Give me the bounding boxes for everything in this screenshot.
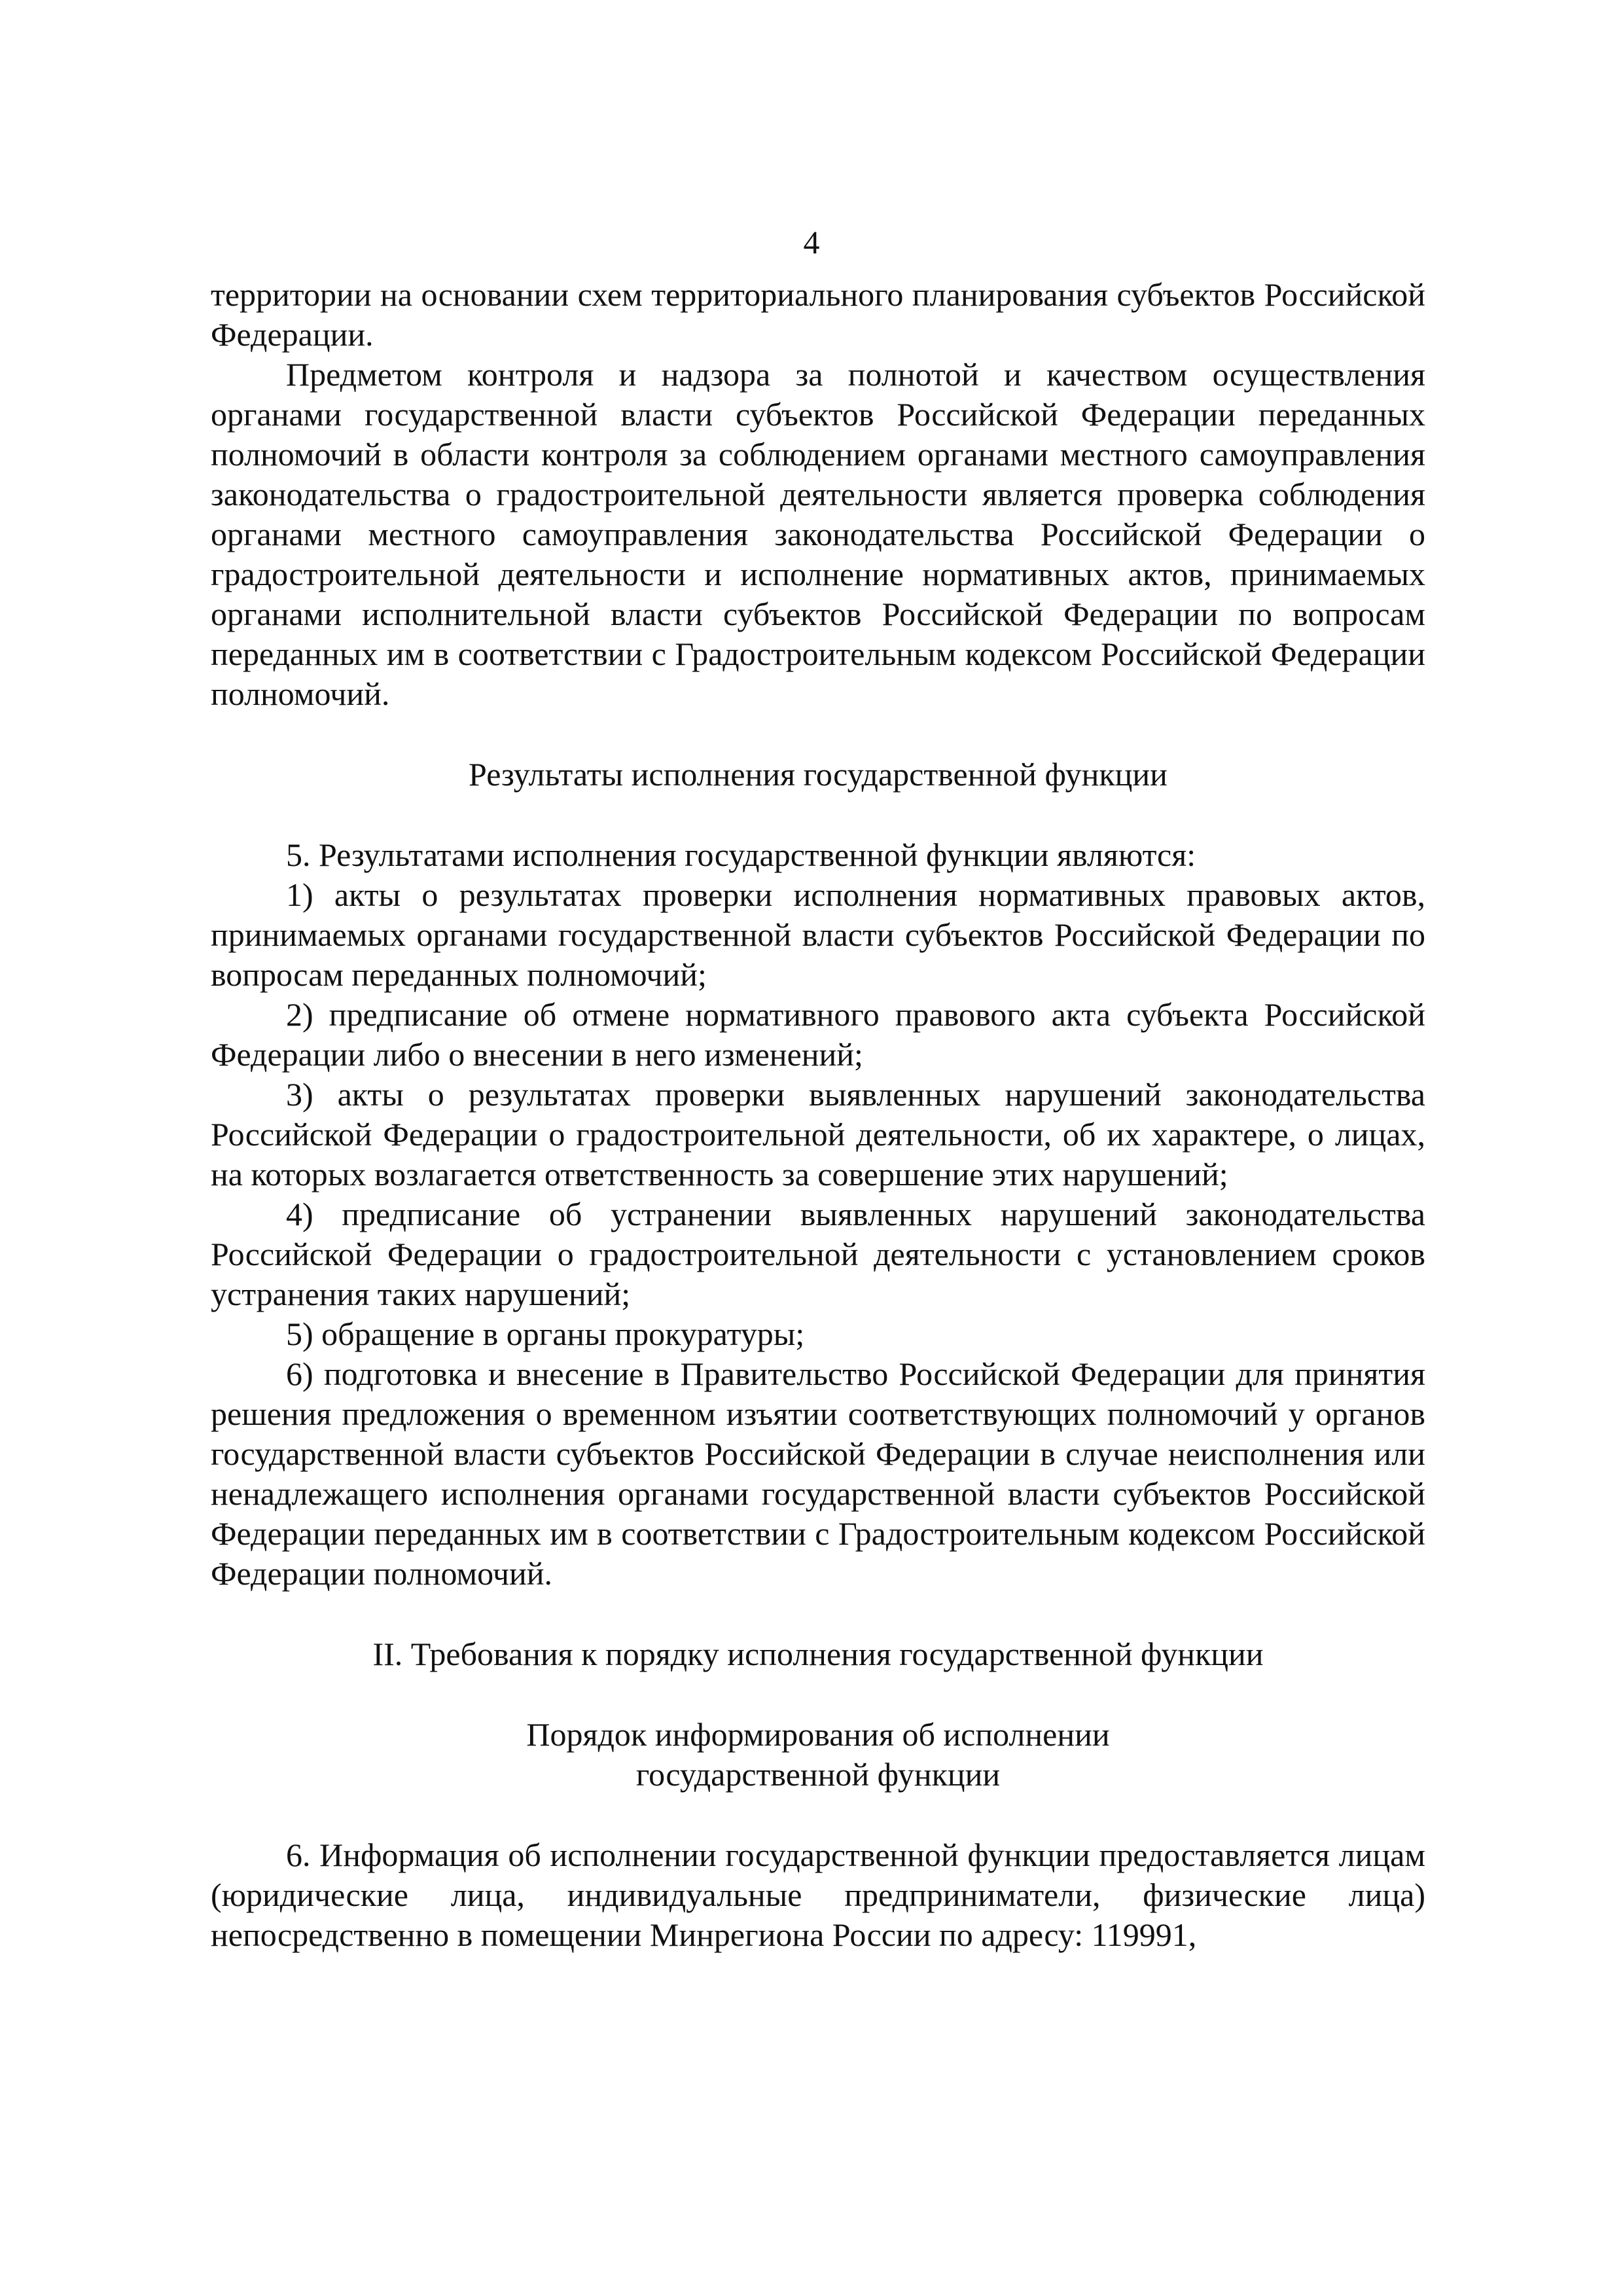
results-item-5: 5) обращение в органы прокуратуры; xyxy=(286,1316,805,1352)
results-heading: Результаты исполнения государственной функции xyxy=(469,756,1168,793)
document-body xyxy=(211,275,1425,1955)
results-item-2: 2) предписание об отмене нормативного правового акта субъекта Российской Федерации либо о внесении в него изменений; xyxy=(211,996,1425,1073)
subsection-heading-line-1: Порядок информирования об исполнении xyxy=(526,1716,1110,1753)
paragraph-6: 6. Информация об исполнении государственной функции предоставляется лицам (юридические лица, индивидуальные предприниматели, физические лица) непосредственно в помещении Минрегиона России по адресу: 119991, xyxy=(211,1837,1425,1953)
subsection-heading-line-2: государственной функции xyxy=(635,1756,1001,1793)
results-intro: 5. Результатами исполнения государственной функции являются: xyxy=(286,836,1196,873)
paragraph-continuation: территории на основании схем территориального планирования субъектов Российской Федерации. xyxy=(211,276,1425,353)
results-item-1: 1) акты о результатах проверки исполнения нормативных правовых актов, принимаемых органами государственной власти субъектов Российской Федерации по вопросам переданных полномочий; xyxy=(211,876,1425,993)
results-item-4: 4) предписание об устранении выявленных нарушений законодательства Российской Федерации о градостроительной деятельности с установлением сроков устранения таких нарушений; xyxy=(211,1196,1425,1312)
results-item-3: 3) акты о результатах проверки выявленных нарушений законодательства Российской Федерации о градостроительной деятельности, об их характере, о лицах, на которых возлагается ответственность за совершение этих нарушений; xyxy=(211,1076,1425,1193)
page-number: 4 xyxy=(803,224,820,260)
paragraph-subject-of-control: Предметом контроля и надзора за полнотой и качеством осуществления органами государственной власти субъектов Российской Федерации переданных полномочий в области контроля за соблюдением органами местного самоуправления законодательства о градостроительной деятельности является проверка соблюдения органами местного самоуправления законодательства Российской Федерации о градостроительной деятельности и исполнение нормативных актов, принимаемых органами исполнительной власти субъектов Российской Федерации по вопросам переданных им в соответствии с Градостроительным кодексом Российской Федерации полномочий. xyxy=(211,356,1425,712)
section-heading: II. Требования к порядку исполнения государственной функции xyxy=(372,1636,1264,1672)
results-item-6: 6) подготовка и внесение в Правительство Российской Федерации для принятия решения предложения о временном изъятии соответствующих полномочий у органов государственной власти субъектов Российской Федерации в случае неисполнения или ненадлежащего исполнения органами государственной власти субъектов Российской Федерации переданных им в соответствии с Градостроительным кодексом Российской Федерации полномочий. xyxy=(211,1355,1425,1592)
subsection-heading xyxy=(211,1715,1425,1795)
